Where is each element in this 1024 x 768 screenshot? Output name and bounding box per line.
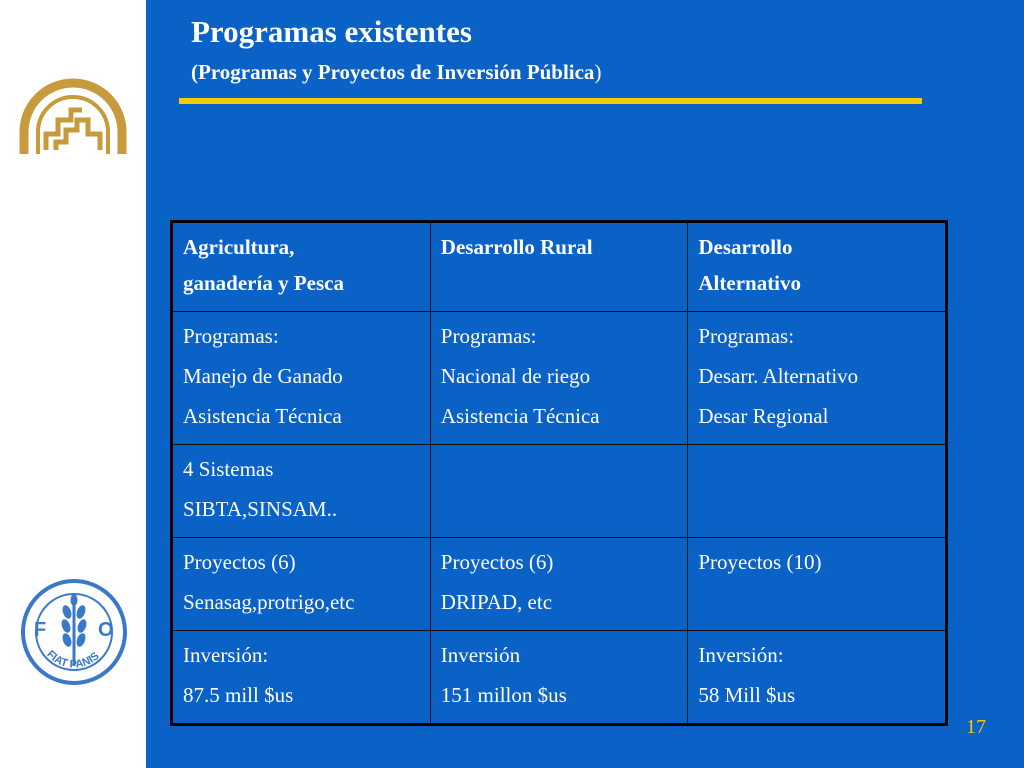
cell-line: Proyectos (6) — [183, 550, 296, 574]
slide-subtitle — [191, 59, 601, 85]
cell-line: Asistencia Técnica — [183, 404, 342, 428]
table-cell — [688, 538, 947, 631]
table-row-inversion — [172, 631, 947, 725]
cell-line: 4 Sistemas — [183, 457, 274, 481]
title-underline — [179, 98, 922, 104]
fao-letter-o: O — [98, 619, 114, 641]
header-agricultura — [172, 222, 431, 312]
table-cell-empty — [688, 445, 947, 538]
table-row-sistemas — [172, 445, 947, 538]
can-andean-logo-icon — [16, 76, 130, 158]
cell-line: Programas: — [698, 324, 795, 348]
cell-line: Inversión: — [698, 643, 784, 667]
cell-line: Manejo de Ganado — [183, 364, 343, 388]
header-line: ganadería y Pesca — [183, 271, 344, 295]
table-row-proyectos — [172, 538, 947, 631]
fao-logo-icon — [20, 578, 128, 686]
table-cell — [172, 445, 431, 538]
page-number: 17 — [966, 716, 986, 738]
cell-line: Proyectos (6) — [440, 550, 554, 574]
cell-line: Asistencia Técnica — [440, 404, 600, 428]
slide-subtitle-close: ) — [594, 60, 602, 84]
cell-line: Proyectos (10) — [698, 550, 822, 574]
left-sidebar — [0, 0, 146, 768]
fao-motto: FIAT PANIS — [44, 648, 102, 671]
table-cell — [172, 538, 431, 631]
cell-line: SIBTA,SINSAM.. — [183, 497, 338, 521]
table-header-row — [172, 222, 947, 312]
cell-line: Programas: — [440, 324, 537, 348]
slide-title: Programas existentes — [191, 14, 472, 49]
table-cell — [430, 631, 688, 725]
cell-line: Nacional de riego — [440, 364, 591, 388]
cell-line: Desarr. Alternativo — [698, 364, 859, 388]
header-desarrollo-alternativo — [688, 222, 947, 312]
table-cell — [688, 631, 947, 725]
header-line: Alternativo — [698, 271, 802, 295]
cell-line: Inversión: — [183, 643, 269, 667]
header-line: Desarrollo Rural — [440, 235, 593, 259]
cell-line: 58 Mill $us — [698, 683, 796, 707]
cell-line: 151 millon $us — [440, 683, 567, 707]
fao-letter-f: F — [34, 619, 47, 641]
header-line: Agricultura, — [183, 235, 295, 259]
table-cell — [430, 312, 688, 445]
table-cell — [172, 631, 431, 725]
slide-subtitle-text: (Programas y Proyectos de Inversión Pública — [191, 60, 595, 84]
programs-table — [170, 220, 948, 726]
table-row-programas — [172, 312, 947, 445]
cell-line: DRIPAD, etc — [440, 590, 553, 614]
table-cell — [172, 312, 431, 445]
table-cell — [430, 538, 688, 631]
cell-line: Inversión — [440, 643, 521, 667]
table-cell — [688, 312, 947, 445]
cell-line: 87.5 mill $us — [183, 683, 294, 707]
cell-line: Programas: — [183, 324, 279, 348]
table-cell-empty — [430, 445, 688, 538]
cell-line: Senasag,protrigo,etc — [183, 590, 355, 614]
header-desarrollo-rural — [430, 222, 688, 312]
fao-letter-a: A — [64, 608, 65, 609]
header-line: Desarrollo — [698, 235, 793, 259]
cell-line: Desar Regional — [698, 404, 829, 428]
